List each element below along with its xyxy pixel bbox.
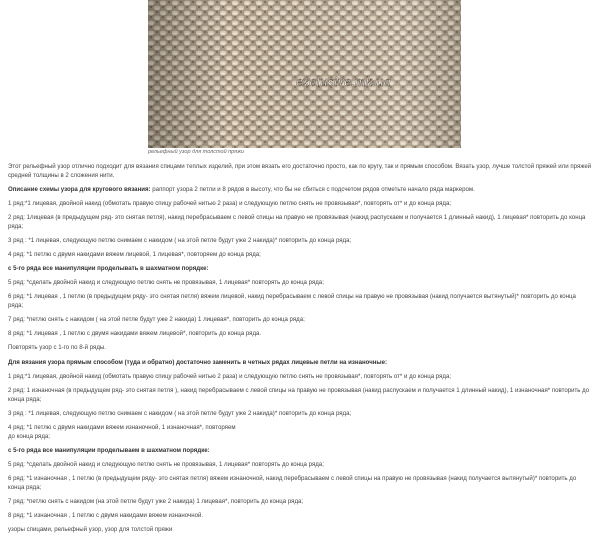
- circular-row-4: 4 ряд: *1 петлю с двумя накидами вяжем лицевой, 1 лицевая*, повторяем до конца ряда;: [8, 251, 261, 258]
- watermark-text: exclusive.mk.ua: [296, 74, 391, 90]
- flat-row-4-line-2: до конца ряда;: [8, 433, 50, 440]
- flat-row-6: 6 ряд: *1 изнаночная , 1 петлю (в предыдущем ряду- это снятая петля) вяжем изнаночной, накид перебрасываем с левой спицы на правую не провязывая (накид получается вытянутый)* повторить до конца ряда;: [8, 475, 577, 491]
- circular-heading-paragraph: [8, 185, 592, 194]
- circular-row-2: 2 ряд: 1лицевая (в предыдущем ряд- это снятая петля), накид перебрасываем с левой спицы на правую не провязывая (накид распускаем и получается 1 длинный накид), 1 лицевая* повторить до конца ряда;: [8, 214, 586, 230]
- knitting-photo: [148, 0, 461, 148]
- circular-heading: Описание схемы узора для кругового вязания:: [8, 186, 151, 193]
- circular-row-5: 5 ряд: *сделать двойной накид и следующую петлю снять не провязывая, 1 лицевая* повторять до конца ряда;: [8, 279, 324, 286]
- flat-row-3: 3 ряд : *1 лицевая, следующую петлю снимаем с накидом ( на этой петле будут уже 2 накида)* повторить до конца ряда;: [8, 410, 352, 417]
- flat-chess-heading-paragraph: [8, 446, 592, 455]
- circular-row-3: 3 ряд : *1 лицевая, следующую петлю снимаем с накидом ( на этой петле будут уже 2 накида)* повторить до конца ряда;: [8, 237, 352, 244]
- flat-row-8: 8 ряд: *1 изнаночная , 1 петлю с двумя накидами вяжем изнаночной.: [8, 512, 204, 519]
- flat-row-5: 5 ряд: *сделать двойной накид и следующую петлю снять не провязывая, 1 лицевая* повторять до конца ряда;: [8, 461, 324, 468]
- tags-line: узоры спицами, рельефный узор, узор для толстой пряжи: [8, 526, 173, 533]
- circular-row-8: 8 ряд: *1 лицевая , 1 петлю с двумя накидами вяжем лицевой*, повторить до конца ряда.: [8, 330, 262, 337]
- circular-rapport: раппорт узора 2 петли и 8 рядов в высоту, что бы не сбиться с подсчетом рядов отметьте начало ряда маркером.: [150, 186, 475, 193]
- flat-row-1: 1 ряд:*1 лицевая, двойной накид (обмотать правую спицу рабочей нитью 2 раза) и следующую петлю снять не провязывая*, повторять от* и до конца ряда;: [8, 373, 452, 380]
- circular-row-6: 6 ряд: *1 лицевая , 1 петлю (в предыдущем ряду- это снятая петля) вяжем лицевой, накид перебрасываем с левой спицы на правую не провязывая (накид получается вытянутый)* повторить до конца ряда;: [8, 293, 576, 309]
- circular-repeat-note: Повторять узор с 1-го по 8-й ряды.: [8, 344, 106, 351]
- circular-row-1: 1 ряд:*1 лицевая, двойной накид (обмотать правую спицу рабочей нитью 2 раза) и следующую петлю снять не провязывая*, повторять от* и до конца ряда;: [8, 200, 452, 207]
- flat-heading-paragraph: [8, 358, 592, 367]
- flat-row-7: 7 ряд: *петлю снять с накидом (на этой петле будут уже 2 накида) 1 лицевая*, повторить до конца ряда;: [8, 498, 304, 505]
- flat-row-4: [8, 423, 592, 441]
- flat-row-4-line-1: 4 ряд: *1 петлю с двумя накидами вяжем изнаночной, 1 изнаночная*, повторяем: [8, 424, 236, 431]
- flat-row-2: 2 ряд: 1 изнаночная (в предыдущем ряд- это снятая петля ), накид перебрасываем с левой спицы на правую не провязывая (накид распускаем и получается 1 длинный накид), 1 изнаночная* повторить до конца ряда;: [8, 387, 590, 403]
- circular-chess-heading: с 5-го ряда все манипуляции проделывать в шахматном порядке:: [8, 265, 209, 272]
- photo-caption: рельефный узор для толстой пряжи: [148, 149, 244, 155]
- article-body: [8, 162, 592, 534]
- intro-paragraph: Этот рельефный узор отлично подходит для вязания спицами теплых изделий, при этом вязать его достаточно просто, как по кругу, так и прямым способом. Вязать узор, лучше толстой пряжей или пряжей средней толщины в 2 сложения нити.: [8, 163, 592, 179]
- flat-chess-heading: с 5-го ряда все манипуляции проделываем в шахматном порядке:: [8, 447, 210, 454]
- circular-chess-heading-paragraph: [8, 264, 592, 273]
- circular-row-7: 7 ряд: *петлю снять с накидом ( на этой петле будут уже 2 накида) 1 лицевая*, повторить до конца ряда;: [8, 316, 305, 323]
- flat-heading: Для вязания узора прямым способом (туда и обратно) достаточно заменить в четных рядах лицевые петли на изнаночные:: [8, 359, 388, 366]
- knitting-pattern-image: [148, 0, 461, 148]
